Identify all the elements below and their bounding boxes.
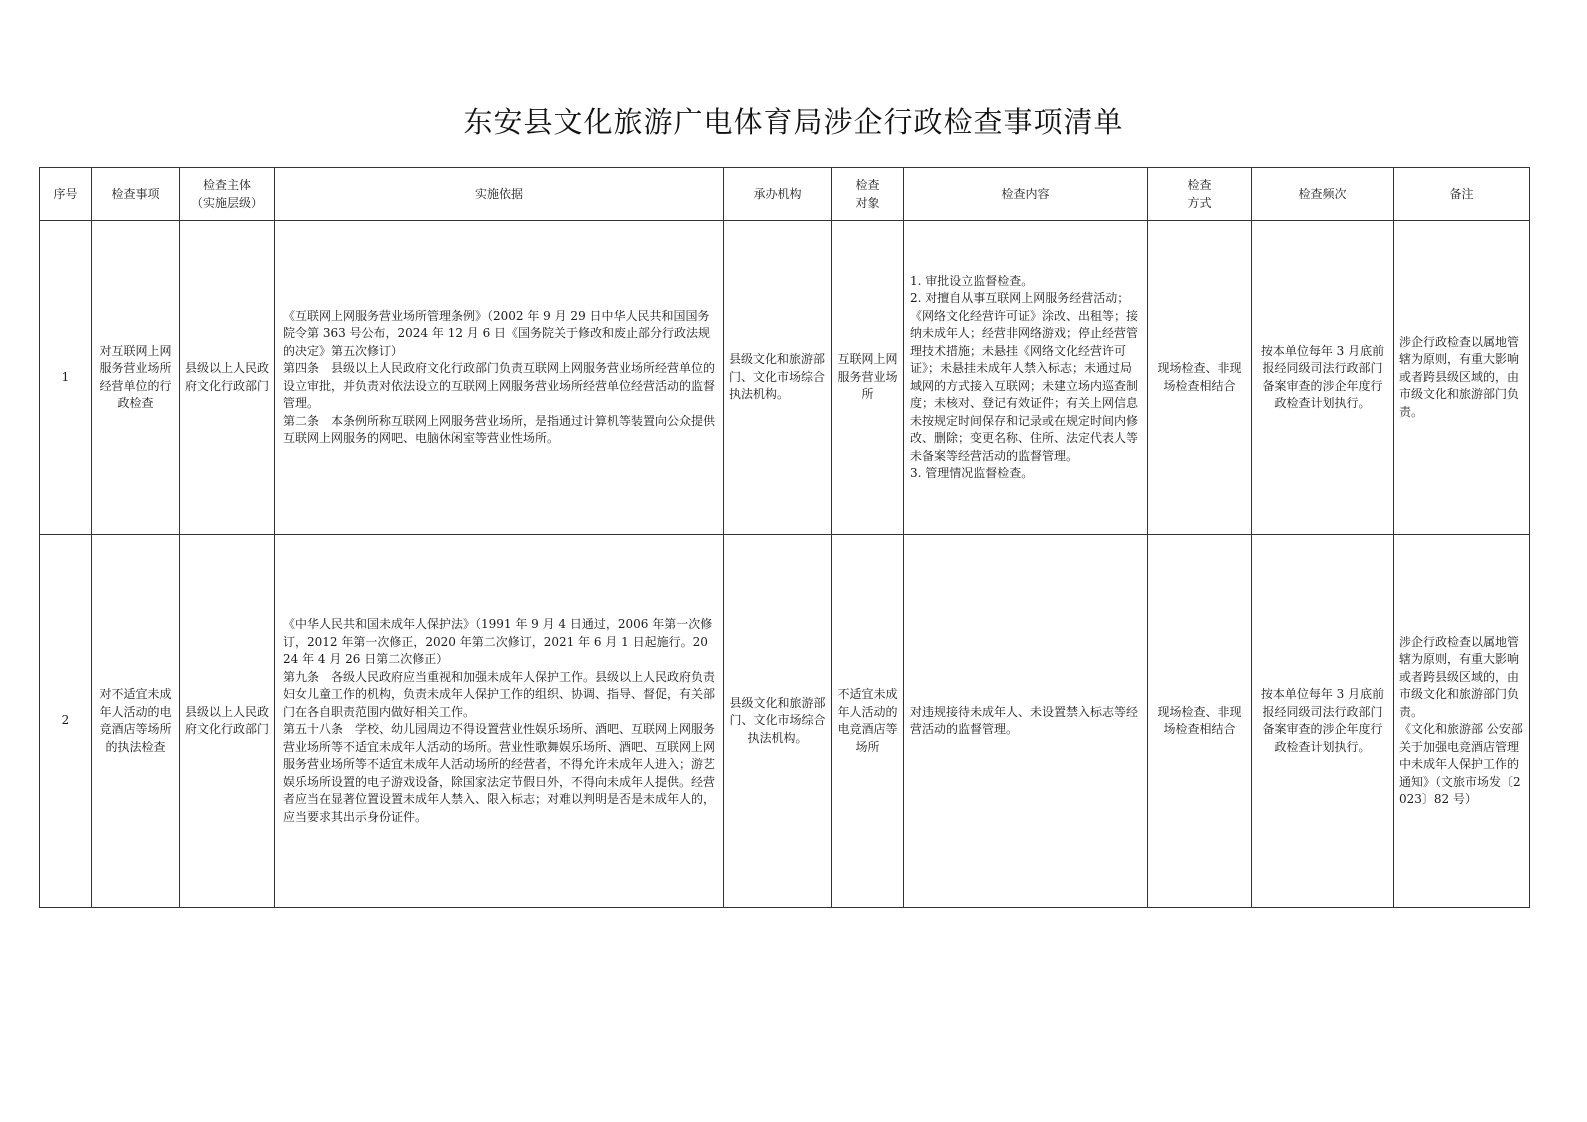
header-remarks: 备注 xyxy=(1394,168,1530,221)
row-agency: 县级文化和旅游部门、文化市场综合执法机构。 xyxy=(724,221,832,535)
row-basis: 《互联网上网服务营业场所管理条例》（2002 年 9 月 29 日中华人民共和国国务院令第 363 号公布，2024 年 12 月 6 日《国务院关于修改和废止部分行政法规的决定》第五次修订） 第四条 县级以上人民政府文化行政部门负责互联网上网服务营业场所经营单位的设立审批，并负责对依法设立的互联网上网服务营业场所经营单位经营活动的监督管理。 第二条 本条例所称互联网上网服务营业场所，是指通过计算机等装置向公众提供互联网上网服务的网吧、电脑休闲室等营业性场所。 xyxy=(275,221,724,535)
table-row xyxy=(40,535,1530,908)
table-header-row xyxy=(40,168,1530,221)
row-method: 现场检查、非现场检查相结合 xyxy=(1148,221,1252,535)
row-target: 不适宜未成年人活动的电竞酒店等场所 xyxy=(832,535,904,908)
row-no: 2 xyxy=(40,535,92,908)
row-remarks: 涉企行政检查以属地管辖为原则，有重大影响或者跨县级区域的，由市级文化和旅游部门负责。 xyxy=(1394,221,1530,535)
row-content: 1. 审批设立监督检查。 2. 对擅自从事互联网上网服务经营活动；《网络文化经营许可证》涂改、出租等；接纳未成年人；经营非网络游戏；停止经营管理技术措施；未悬挂《网络文化经营许可证》；未悬挂未成年人禁入标志；未通过局域网的方式接入互联网；未建立场内巡查制度；未核对、登记有效证件；有关上网信息未按规定时间保存和记录或在规定时间内修改、删除；变更名称、住所、法定代表人等未备案等经营活动的监督管理。 3. 管理情况监督检查。 xyxy=(904,221,1148,535)
row-remarks: 涉企行政检查以属地管辖为原则，有重大影响或者跨县级区域的，由市级文化和旅游部门负责。 《文化和旅游部 公安部关于加强电竞酒店管理中未成年人保护工作的通知》（文旅市场发〔2023〕82 号） xyxy=(1394,535,1530,908)
row-method: 现场检查、非现场检查相结合 xyxy=(1148,535,1252,908)
row-content: 对违规接待未成年人、未设置禁入标志等经营活动的监督管理。 xyxy=(904,535,1148,908)
header-agency: 承办机构 xyxy=(724,168,832,221)
inspection-items-table xyxy=(39,167,1530,908)
row-subject: 县级以上人民政府文化行政部门 xyxy=(180,221,275,535)
header-subject: 检查主体 （实施层级） xyxy=(180,168,275,221)
row-subject: 县级以上人民政府文化行政部门 xyxy=(180,535,275,908)
table-row xyxy=(40,221,1530,535)
header-basis: 实施依据 xyxy=(275,168,724,221)
row-agency: 县级文化和旅游部门、文化市场综合执法机构。 xyxy=(724,535,832,908)
header-method: 检查 方式 xyxy=(1148,168,1252,221)
row-no: 1 xyxy=(40,221,92,535)
row-frequency: 按本单位每年 3 月底前报经同级司法行政部门备案审查的涉企年度行政检查计划执行。 xyxy=(1252,535,1394,908)
row-frequency: 按本单位每年 3 月底前报经同级司法行政部门备案审查的涉企年度行政检查计划执行。 xyxy=(1252,221,1394,535)
header-frequency: 检查频次 xyxy=(1252,168,1394,221)
row-target: 互联网上网服务营业场所 xyxy=(832,221,904,535)
header-target: 检查 对象 xyxy=(832,168,904,221)
row-item: 对互联网上网服务营业场所经营单位的行政检查 xyxy=(92,221,180,535)
document-title: 东安县文化旅游广电体育局涉企行政检查事项清单 xyxy=(463,105,1124,139)
header-content: 检查内容 xyxy=(904,168,1148,221)
row-item: 对不适宜未成年人活动的电竞酒店等场所的执法检查 xyxy=(92,535,180,908)
header-no: 序号 xyxy=(40,168,92,221)
row-basis: 《中华人民共和国未成年人保护法》（1991 年 9 月 4 日通过，2006 年第一次修订，2012 年第一次修正，2020 年第二次修订，2021 年 6 月 1 日起施行。2024 年 4 月 26 日第二次修正） 第九条 各级人民政府应当重视和加强未成年人保护工作。县级以上人民政府负责妇女儿童工作的机构，负责未成年人保护工作的组织、协调、指导、督促，有关部门在各自职责范围内做好相关工作。 第五十八条 学校、幼儿园周边不得设置营业性娱乐场所、酒吧、互联网上网服务营业场所等不适宜未成年人活动的场所。营业性歌舞娱乐场所、酒吧、互联网上网服务营业场所等不适宜未成年人活动场所的经营者，不得允许未成年人进入；游艺娱乐场所设置的电子游戏设备，除国家法定节假日外，不得向未成年人提供。经营者应当在显著位置设置未成年人禁入、限入标志；对难以判明是否是未成年人的，应当要求其出示身份证件。 xyxy=(275,535,724,908)
header-item: 检查事项 xyxy=(92,168,180,221)
